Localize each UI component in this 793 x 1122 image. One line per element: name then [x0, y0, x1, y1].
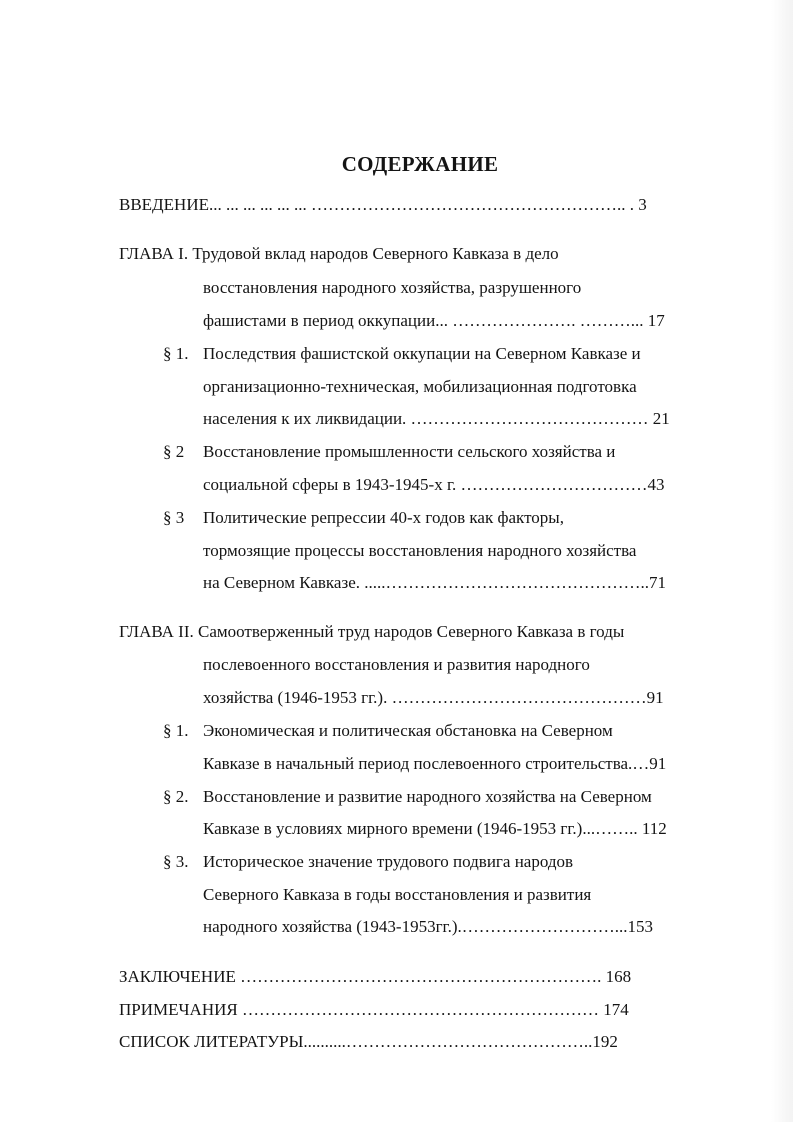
- toc-entry-bibliography: СПИСОК ЛИТЕРАТУРЫ..........……………………………………..192: [119, 1032, 618, 1051]
- scan-edge-shadow: [771, 0, 793, 1122]
- toc-chapter-2-line-2: послевоенного восстановления и развития народного: [203, 655, 590, 674]
- toc-ch2-section-3-line-2: Северного Кавказа в годы восстановления и развития: [203, 885, 592, 904]
- toc-entry-notes: ПРИМЕЧАНИЯ ……………………………………………………… 174: [119, 1000, 629, 1019]
- toc-chapter-1-line-1: ГЛАВА I. Трудовой вклад народов Северного Кавказа в дело: [119, 244, 559, 263]
- toc-ch1-section-3-line-3: на Северном Кавказе. .....………………………………………..71: [203, 573, 666, 592]
- toc-ch1-section-3-line-1: Политические репрессии 40-х годов как факторы,: [203, 508, 564, 527]
- toc-entry-introduction: ВВЕДЕНИЕ... ... ... ... ... ... ……………………………………………….. . 3: [119, 195, 647, 214]
- toc-ch2-section-3-line-3: народного хозяйства (1943-1953гг.).………………………...153: [203, 917, 654, 936]
- toc-ch1-section-3-number: § 3: [163, 508, 185, 527]
- toc-chapter-2-line-1: ГЛАВА II. Самоотверженный труд народов Северного Кавказа в годы: [119, 622, 625, 641]
- toc-ch2-section-1-number: § 1.: [163, 721, 189, 740]
- toc-ch2-section-2-line-1: Восстановление и развитие народного хозяйства на Северном: [203, 787, 652, 806]
- toc-ch2-section-3-line-1: Историческое значение трудового подвига народов: [203, 852, 574, 871]
- toc-ch1-section-1-line-2: организационно-техническая, мобилизационная подготовка: [203, 377, 637, 396]
- toc-ch1-section-2-number: § 2: [163, 442, 185, 461]
- toc-ch2-section-1-line-1: Экономическая и политическая обстановка на Северном: [203, 721, 613, 740]
- toc-ch2-section-3-number: § 3.: [163, 852, 189, 871]
- toc-entry-conclusion: ЗАКЛЮЧЕНИЕ ………………………………………………………. 168: [119, 967, 632, 986]
- toc-ch1-section-1-line-3: населения к их ликвидации. …………………………………… 21: [203, 409, 670, 428]
- toc-ch2-section-1-line-2: Кавказе в начальный период послевоенного строительства.…91: [203, 754, 667, 773]
- toc-chapter-2-line-3: хозяйства (1946-1953 гг.). ………………………………………91: [203, 688, 664, 707]
- toc-ch1-section-3-line-2: тормозящие процессы восстановления народного хозяйства: [203, 541, 637, 560]
- toc-ch1-section-2-line-1: Восстановление промышленности сельского хозяйства и: [203, 442, 616, 461]
- toc-ch1-section-1-number: § 1.: [163, 344, 189, 363]
- toc-ch1-section-1-line-1: Последствия фашистской оккупации на Северном Кавказе и: [203, 344, 641, 363]
- toc-ch1-section-2-line-2: социальной сферы в 1943-1945-х г. ……………………………43: [203, 475, 665, 494]
- toc-ch2-section-2-number: § 2.: [163, 787, 189, 806]
- toc-ch2-section-2-line-2: Кавказе в условиях мирного времени (1946-1953 гг.)...…….. 112: [203, 819, 667, 838]
- toc-chapter-1-line-3: фашистами в период оккупации... …………………. ………... 17: [203, 311, 665, 330]
- page-title: СОДЕРЖАНИЕ: [341, 152, 499, 176]
- toc-chapter-1-line-2: восстановления народного хозяйства, разрушенного: [203, 278, 582, 297]
